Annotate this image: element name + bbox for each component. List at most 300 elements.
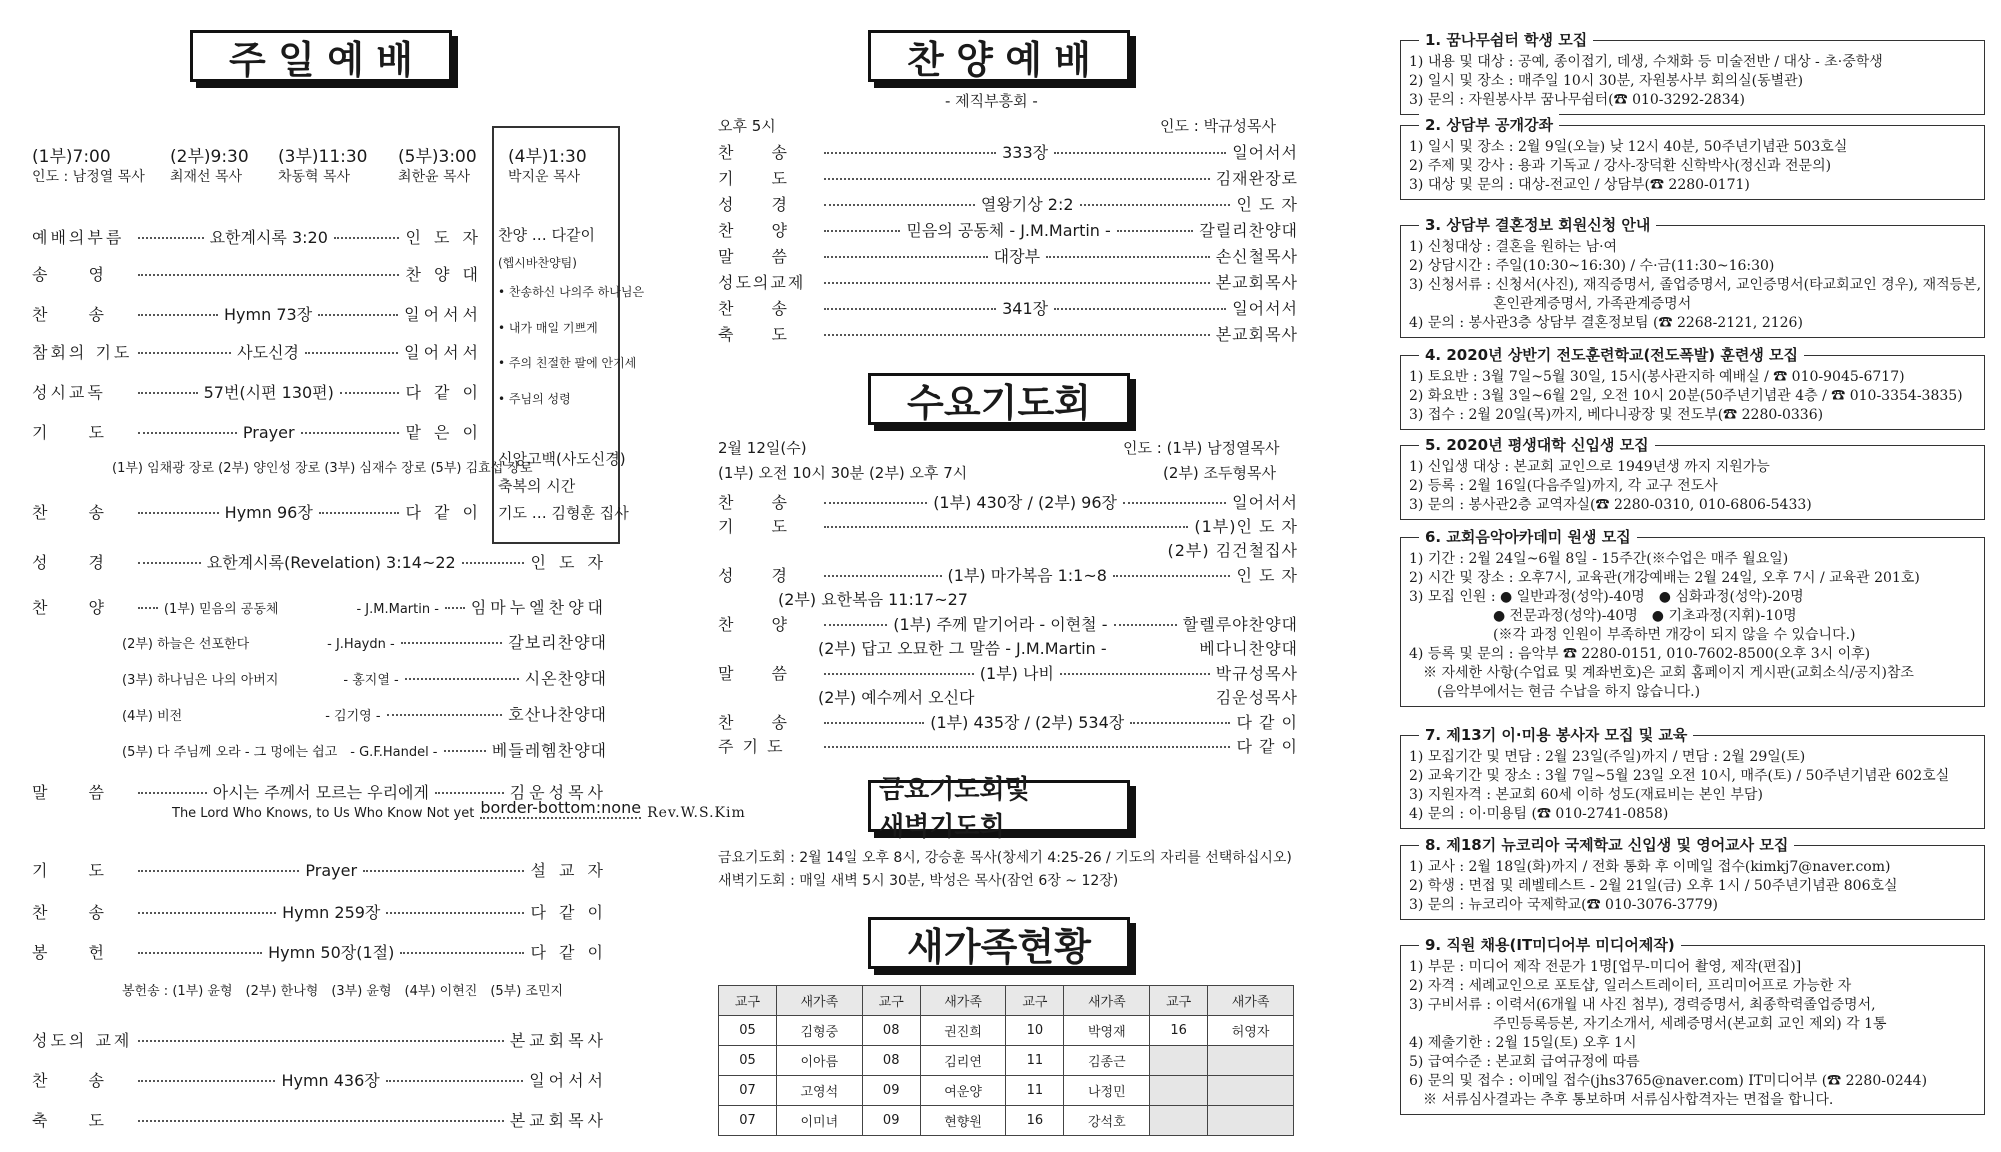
row-label: 찬 송: [32, 903, 107, 922]
row-right: 일어서서: [529, 1071, 608, 1090]
dots: [1130, 722, 1230, 724]
newfam-cell: 05: [719, 1046, 777, 1076]
service-leader: 최재선 목사: [170, 169, 243, 185]
dots: [824, 722, 924, 724]
row-label: 성 경: [32, 553, 107, 572]
notice-heading: 6. 교회음악아카데미 원생 모집: [1419, 526, 1637, 547]
notice-line: 1) 내용 및 대상 : 공예, 종이접기, 데생, 수채화 등 미술전반 / 대상 - 초·중학생: [1409, 54, 1883, 70]
notice-line: 1) 토요반 : 3월 7일~5월 30일, 15시(봉사관지하 예배실 / ☎ 010-9045-6717): [1409, 369, 1905, 385]
notice-body: [1409, 740, 1976, 824]
dots: [1114, 624, 1177, 626]
newfam-cell: [1208, 1046, 1294, 1076]
notice-line: 2) 학생 : 면접 및 레벨테스트 - 2월 21일(금) 오후 1시 / 50주년기념관 806호실: [1409, 878, 1898, 894]
side-item: • 찬송하신 나의주 하나님은: [498, 285, 645, 299]
row-right: (2부) 김건철집사: [1167, 541, 1298, 560]
notice-heading: 4. 2020년 상반기 전도훈련학교(전도폭발) 훈련생 모집: [1419, 344, 1804, 365]
row-right: 임마누엘찬양대: [470, 598, 608, 617]
dots: [1080, 204, 1231, 206]
service-time: (2부)9:30: [170, 147, 249, 167]
row-right: 베다니찬양대: [1199, 639, 1298, 658]
dots: [824, 673, 974, 675]
row-right: 인 도 자: [405, 228, 482, 247]
sunday-row: [32, 702, 607, 725]
title-char: 찬: [907, 36, 944, 82]
newfam-title: [868, 917, 1130, 969]
row-label: 축 도: [718, 325, 789, 344]
dots: [387, 714, 503, 716]
newfam-cell: 김형중: [776, 1016, 862, 1046]
row-label: 찬 송: [32, 503, 107, 522]
notice-heading: 7. 제13기 이·미용 봉사자 모집 및 교육: [1419, 724, 1693, 745]
title-char: 현: [1017, 923, 1055, 969]
sunday-row: [32, 738, 607, 761]
row-content: Prayer: [242, 423, 295, 442]
praise-row: [718, 270, 1298, 293]
sunday-row: [32, 1028, 607, 1051]
newfam-cell: [1208, 1106, 1294, 1136]
dots: [386, 1080, 523, 1082]
row-content: Hymn 50장(1절): [268, 943, 395, 962]
newfam-table: [718, 985, 1294, 1136]
row-right: 일어서서: [404, 305, 482, 324]
dots: [138, 314, 218, 316]
dots: [824, 204, 975, 206]
praise-row: [718, 244, 1298, 267]
dots: [138, 432, 237, 434]
service-leader: 박지운 목사: [508, 169, 581, 185]
newfam-title-text: [907, 916, 1091, 971]
title-char: 일: [278, 36, 315, 82]
newfam-cell: [1150, 1106, 1208, 1136]
sunday-row: [32, 798, 746, 823]
row-label: 찬 송: [718, 299, 789, 318]
dots: [305, 352, 398, 354]
row-right: 다 같 이: [1236, 713, 1299, 732]
row-label: 말 씀: [718, 664, 789, 683]
dots: [824, 282, 1210, 284]
notice-line: (음악부에서는 현금 수납을 하지 않습니다.): [1409, 684, 1701, 700]
dots: [138, 912, 276, 914]
newfam-cell: 07: [719, 1106, 777, 1136]
dots: [1054, 152, 1226, 154]
notice-line: 5) 급여수준 : 본교회 급여규정에 따름: [1409, 1054, 1640, 1070]
notice-box: [1400, 726, 1985, 829]
row-label: 참회의 기도: [32, 343, 133, 362]
row-right: 손신철목사: [1215, 247, 1298, 266]
dots: [138, 607, 158, 609]
newfam-cell: 07: [719, 1076, 777, 1106]
dots: [824, 526, 1188, 528]
row-right: 김재완장로: [1215, 169, 1298, 188]
dots: [824, 230, 900, 232]
title-char: 새: [907, 923, 944, 969]
sunday-row: [32, 420, 482, 443]
notice-body: [1409, 130, 1976, 195]
dots: [138, 1120, 504, 1122]
newfam-cell: [1150, 1046, 1208, 1076]
newfam-cell: 09: [862, 1076, 920, 1106]
row-content: The Lord Who Knows, to Us Who Know Not yet: [172, 806, 475, 821]
row-content: (2부) 하늘은 선포한다 - J.Haydn -: [122, 637, 395, 652]
title-char: 족: [980, 923, 1018, 969]
row-content: 57번(시편 130편): [203, 383, 334, 402]
praise-row: [718, 166, 1298, 189]
notice-line: 3) 지원자격 : 본교회 60세 이하 성도(재료비는 본인 부담): [1409, 787, 1763, 803]
notice-line: 3) 문의 : 봉사관2층 교역자실(☎ 2280-0310, 010-6806-5433): [1409, 497, 1812, 513]
notice-line: 3) 신청서류 : 신청서(사진), 재직증명서, 졸업증명서, 교인증명서(타교회교인 경우), 재적등본,: [1409, 277, 1982, 293]
dots: [1060, 673, 1210, 675]
row-content: (1부) 430장 / (2부) 96장: [933, 493, 1117, 512]
dots: [386, 912, 524, 914]
notice-box: [1400, 836, 1985, 920]
sunday-row: [32, 262, 482, 285]
row-right: 다 같 이: [530, 903, 608, 922]
newfam-header: 교구: [719, 986, 777, 1016]
dots: [824, 308, 996, 310]
newfam-cell: 여운양: [920, 1076, 1006, 1106]
row-right: 호산나찬양대: [508, 705, 607, 724]
row-label: 찬 송: [718, 493, 789, 512]
dots: [405, 678, 519, 680]
dots: [1123, 502, 1226, 504]
dots: [1046, 256, 1210, 258]
notice-box: [1400, 216, 1985, 338]
sunday-row: [32, 380, 482, 403]
side-item: • 내가 매일 기쁘게: [498, 321, 598, 335]
dots: [318, 314, 398, 316]
sunday-row: [32, 302, 482, 325]
row-content: Prayer: [305, 861, 358, 880]
dots: [301, 432, 400, 434]
wed-row: [718, 734, 1298, 757]
wed-time: (1부) 오전 10시 30분 (2부) 오후 7시: [718, 464, 968, 482]
row-right: 본교회목사: [1215, 325, 1298, 344]
notice-line: 1) 부문 : 미디어 제작 전문가 1명[업무-미디어 촬영, 제작(편집)]: [1409, 959, 1802, 975]
row-right: 일어서서: [1232, 143, 1299, 162]
row-right: Rev.W.S.Kim: [647, 805, 746, 821]
newfam-cell: 10: [1006, 1016, 1064, 1046]
row-label: 주 기 도: [718, 737, 785, 756]
wed-row: [718, 514, 1298, 537]
sunday-row: [32, 457, 533, 476]
row-label: 축 도: [32, 1111, 107, 1130]
row-right: 일어서서: [1232, 299, 1299, 318]
sunday-row: [32, 225, 482, 248]
dots: [401, 642, 503, 644]
dots: [138, 392, 198, 394]
row-content: 봉헌송 : (1부) 윤형 (2부) 한나형 (3부) 윤형 (4부) 이현진 (5부) 조민지: [122, 984, 564, 999]
newfam-cell: 권진희: [920, 1016, 1006, 1046]
row-content: 믿음의 공동체 - J.M.Martin -: [906, 221, 1111, 240]
service-time: (4부)1:30: [508, 147, 587, 167]
praise-row: [718, 218, 1298, 241]
row-right: 맡 은 이: [405, 423, 482, 442]
row-content: (1부) 주께 맡기어라 - 이현철 -: [893, 615, 1108, 634]
dots: [1054, 308, 1226, 310]
sunday-row: [32, 1108, 607, 1131]
newfam-cell: [1150, 1076, 1208, 1106]
sunday-row: [32, 500, 482, 523]
dots: [319, 512, 400, 514]
row-label: 기 도: [718, 517, 789, 536]
service-time: (3부)11:30: [278, 147, 368, 167]
dots: [824, 334, 1210, 336]
notice-line: 주민등록등본, 자기소개서, 세례증명서(본교회 교인 제외) 각 1통: [1409, 1016, 1887, 1032]
title-char: 예: [327, 36, 364, 82]
row-label: 찬 양: [718, 615, 789, 634]
sunday-row: [32, 900, 607, 923]
dawn-info: 새벽기도회 : 매일 새벽 5시 30분, 박성은 목사(잠언 6장 ~ 12장): [718, 873, 1119, 889]
notice-heading: 2. 상담부 공개강좌: [1419, 114, 1559, 135]
row-right: 설 교 자: [530, 861, 607, 880]
notice-heading: 8. 제18기 뉴코리아 국제학교 신입생 및 영어교사 모집: [1419, 834, 1794, 855]
service-leader: 최한윤 목사: [398, 169, 471, 185]
dots: [138, 952, 262, 954]
newfam-cell: 김종근: [1064, 1046, 1150, 1076]
praise-row: [718, 296, 1298, 319]
notice-line: 2) 화요반 : 3월 3일~6월 2일, 오전 10시 20분(50주년기념관 4층 / ☎ 010-3354-3835): [1409, 388, 1963, 404]
row-right: 다 같 이: [530, 943, 608, 962]
row-label: 찬 양: [718, 221, 789, 240]
dots: [1117, 230, 1193, 232]
praise-title-text: [907, 29, 1091, 84]
row-right: 본교회목사: [509, 1111, 607, 1130]
notice-heading: 9. 직원 채용(IT미디어부 미디어제작): [1419, 934, 1681, 955]
wed-row: [718, 587, 1298, 610]
dots: [824, 624, 887, 626]
row-label: 기 도: [32, 423, 107, 442]
newfam-header: 교구: [862, 986, 920, 1016]
row-right: 인 도 자: [530, 553, 608, 572]
wed-row: [718, 661, 1298, 684]
newfam-cell: [1208, 1076, 1294, 1106]
notice-body: [1409, 230, 1982, 333]
notice-line: 혼인관계증명서, 가족관계증명서: [1409, 296, 1692, 312]
row-right: 인 도 자: [1236, 195, 1298, 214]
row-content: (1부) 임채광 장로 (2부) 양인성 장로 (3부) 심재수 장로 (5부) 김효섭 장로: [112, 461, 533, 476]
row-right: 할렐루야찬양대: [1182, 615, 1298, 634]
notice-line: 1) 모집기간 및 면담 : 2월 23일(주일)까지 / 면담 : 2월 29일(토): [1409, 749, 1806, 765]
row-right: 인 도 자: [1236, 566, 1298, 585]
dots: [824, 178, 1210, 180]
dots: [824, 575, 942, 577]
row-content: Hymn 96장: [224, 503, 313, 522]
dots: [138, 274, 399, 276]
row-content: 대장부: [993, 247, 1041, 266]
title-char: 회: [1054, 379, 1091, 425]
row-label: 예배의부름: [32, 228, 125, 247]
title-char: 새벽기도회: [879, 812, 1005, 842]
praise-title: [868, 30, 1130, 82]
newfam-cell: 16: [1006, 1106, 1064, 1136]
newfam-row: [719, 1046, 1294, 1076]
notice-box: [1400, 936, 1985, 1115]
side-item: (헵시바찬양팀): [498, 256, 577, 270]
row-label: 말 씀: [32, 783, 107, 802]
row-content: (1부) 나비: [979, 664, 1054, 683]
notice-line: 4) 등록 및 문의 : 음악부 ☎ 2280-0151, 010-7602-8500(오후 3시 이후): [1409, 646, 1871, 662]
wed-title-text: [907, 372, 1091, 427]
praise-subtitle: - 제직부흥회 -: [945, 92, 1038, 110]
row-right: 다 같 이: [405, 383, 482, 402]
dots: [340, 392, 400, 394]
dots: [334, 237, 400, 239]
title-char: 수: [907, 379, 944, 425]
wed-leader1: 인도 : (1부) 남정열목사: [1123, 439, 1280, 457]
row-right: 일어서서: [404, 343, 482, 362]
wed-row: [718, 563, 1298, 586]
row-content: 아시는 주께서 모르는 우리에게: [212, 783, 429, 802]
notice-line: 4) 문의 : 이·미용팀 (☎ 010-2741-0858): [1409, 806, 1669, 822]
newfam-cell: 11: [1006, 1076, 1064, 1106]
title-char: 및: [1004, 775, 1030, 805]
row-label: 성 경: [718, 566, 789, 585]
newfam-cell: 08: [862, 1016, 920, 1046]
notice-line: 2) 자격 : 세례교인으로 포토샵, 일러스트레이터, 프리미어프로 가능한 자: [1409, 978, 1852, 994]
row-content: (3부) 하나님은 나의 아버지 - 홍지열 -: [122, 673, 399, 688]
row-right: 갈릴리찬양대: [1199, 221, 1298, 240]
sunday-row: [32, 1068, 607, 1091]
notice-line: 3) 문의 : 자원봉사부 꿈나무쉼터(☎ 010-3292-2834): [1409, 92, 1745, 108]
row-label: 성시교독: [32, 383, 106, 402]
newfam-row: [719, 1016, 1294, 1046]
dots: [824, 502, 927, 504]
notice-line: 4) 문의 : 봉사관3층 상담부 결혼정보팀 (☎ 2268-2121, 2126): [1409, 315, 1803, 331]
dots: [138, 352, 231, 354]
side-item: 축복의 시간: [498, 477, 576, 495]
dots: [824, 152, 996, 154]
row-label: 봉 헌: [32, 943, 107, 962]
row-content: (2부) 예수께서 오신다: [818, 688, 975, 707]
side-item: • 주님의 성령: [498, 392, 571, 406]
dots: [824, 256, 988, 258]
newfam-cell: 이아름: [776, 1046, 862, 1076]
row-content: (1부) 마가복음 1:1~8: [947, 566, 1107, 585]
notice-line: 3) 접수 : 2월 20일(목)까지, 베다니광장 및 전도부(☎ 2280-0336): [1409, 407, 1824, 423]
notice-line: 3) 문의 : 뉴코리아 국제학교(☎ 010-3076-3779): [1409, 897, 1718, 913]
notice-body: [1409, 542, 1976, 702]
notice-line: 2) 상담시간 : 주일(10:30~16:30) / 수·금(11:30~16:30): [1409, 258, 1775, 274]
notice-line: 6) 문의 및 접수 : 이메일 접수(jhs3765@naver.com) IT미디어부 (☎ 2280-0244): [1409, 1073, 1928, 1089]
sunday-row: [32, 980, 607, 999]
side-item: 기도 … 김형훈 집사: [498, 504, 629, 522]
service-time: (1부)7:00: [32, 147, 111, 167]
row-content: (5부) 다 주님께 오라 - 그 멍에는 쉽고 - G.F.Handel -: [122, 745, 438, 760]
newfam-header: 새가족: [920, 986, 1006, 1016]
sunday-row: [32, 340, 482, 363]
dots: [400, 952, 524, 954]
notice-body: [1409, 850, 1976, 915]
row-right: 다 같 이: [1236, 737, 1298, 756]
row-label: 기 도: [32, 861, 107, 880]
dots: [138, 1040, 504, 1042]
row-right: 갈보리찬양대: [508, 633, 607, 652]
newfam-cell: 박영재: [1064, 1016, 1150, 1046]
praise-leader: 인도 : 박규성목사: [1160, 117, 1277, 135]
notice-heading: 5. 2020년 평생대학 신입생 모집: [1419, 434, 1655, 455]
newfam-cell: 김리연: [920, 1046, 1006, 1076]
newfam-cell: 16: [1150, 1016, 1208, 1046]
notice-body: [1409, 360, 1976, 425]
newfam-header: 새가족: [776, 986, 862, 1016]
row-content: Hymn 73장: [224, 305, 313, 324]
wed-row: [718, 685, 1298, 708]
service-leader: 차동혁 목사: [278, 169, 351, 185]
friday-title: [868, 775, 1130, 842]
newfam-head: [719, 986, 1294, 1016]
notice-line: 1) 신입생 대상 : 본교회 교인으로 1949년생 까지 지원가능: [1409, 459, 1770, 475]
title-char: 배: [1054, 36, 1091, 82]
row-content: 사도신경: [237, 343, 299, 362]
notice-line: 2) 교육기간 및 장소 : 3월 7일~5월 23일 오전 10시, 매주(토) / 50주년기념관 602호실: [1409, 768, 1950, 784]
newfam-cell: 나정민: [1064, 1076, 1150, 1106]
newfam-cell: 11: [1006, 1046, 1064, 1076]
row-right: 김운성목사: [509, 783, 607, 802]
wed-row: [718, 538, 1298, 561]
notice-line: 1) 교사 : 2월 18일(화)까지 / 전화 통화 후 이메일 접수(kimkj7@naver.com): [1409, 859, 1891, 875]
newfam-cell: 고영석: [776, 1076, 862, 1106]
praise-row: [718, 192, 1298, 215]
side-item: • 주의 친절한 팔에 안기세: [498, 356, 637, 370]
newfam-row: [719, 1106, 1294, 1136]
notice-line: 1) 기간 : 2월 24일~6월 8일 - 15주간(※수업은 매주 월요일): [1409, 551, 1789, 567]
notice-line: ※ 자세한 사항(수업료 및 계좌번호)은 교회 홈페이지 게시판(교회소식/공지)참조: [1409, 665, 1914, 681]
notice-heading: 3. 상담부 결혼정보 회원신청 안내: [1419, 214, 1656, 235]
dots: [462, 562, 525, 564]
row-label: 성도의 교제: [32, 1031, 133, 1050]
dots: [138, 512, 219, 514]
row-right: 시온찬양대: [524, 669, 607, 688]
row-right: 본교회목사: [509, 1031, 607, 1050]
row-content: (4부) 비전 - 김기영 -: [122, 709, 381, 724]
row-content: (2부) 요한복음 11:17~27: [778, 590, 968, 609]
sunday-title-text: [229, 29, 413, 84]
sunday-row: [32, 940, 607, 963]
notice-body: [1409, 450, 1976, 515]
praise-time: 오후 5시: [718, 117, 776, 135]
notice-heading: 1. 꿈나무쉼터 학생 모집: [1419, 29, 1593, 50]
newfam-header: 교구: [1006, 986, 1064, 1016]
dots: [824, 746, 1230, 748]
notice-body: [1409, 45, 1976, 110]
row-label: 송 영: [32, 265, 107, 284]
wed-row: [718, 636, 1298, 659]
notice-line: 3) 구비서류 : 이력서(6개월 내 사진 첨부), 경력증명서, 최종학력졸업증명서,: [1409, 997, 1876, 1013]
dots: [138, 792, 207, 794]
dots: [138, 562, 201, 564]
row-right: 다 같 이: [405, 503, 482, 522]
sunday-row: [32, 666, 607, 689]
wed-title: [868, 373, 1130, 425]
row-label: 찬 송: [718, 143, 789, 162]
row-right: 찬 양 대: [405, 265, 482, 284]
newfam-cell: 현향원: [920, 1106, 1006, 1136]
sunday-row: [32, 595, 607, 618]
notice-line: 2) 주제 및 강사 : 용과 기독교 / 강사-장덕환 신학박사(정신과 전문의): [1409, 158, 1832, 174]
notice-line: 1) 일시 및 장소 : 2월 9일(오늘) 낮 12시 40분, 50주년기념관 503호실: [1409, 139, 1848, 155]
service-time: (5부)3:00: [398, 147, 477, 167]
side-item: 신앙고백(사도신경): [498, 450, 626, 468]
notice-line: 2) 등록 : 2월 16일(다음주일)까지, 각 교구 전도사: [1409, 478, 1718, 494]
newfam-cell: 09: [862, 1106, 920, 1136]
praise-row: [718, 322, 1298, 345]
friday-info: 금요기도회 : 2월 14일 오후 8시, 강승훈 목사(창세기 4:25-26 / 기도의 자리를 선택하십시오): [718, 850, 1292, 866]
dots: [444, 750, 486, 752]
newfam-cell: 08: [862, 1046, 920, 1076]
dots: [435, 792, 504, 794]
notice-body: [1409, 950, 1976, 1110]
wed-row: [718, 612, 1298, 635]
